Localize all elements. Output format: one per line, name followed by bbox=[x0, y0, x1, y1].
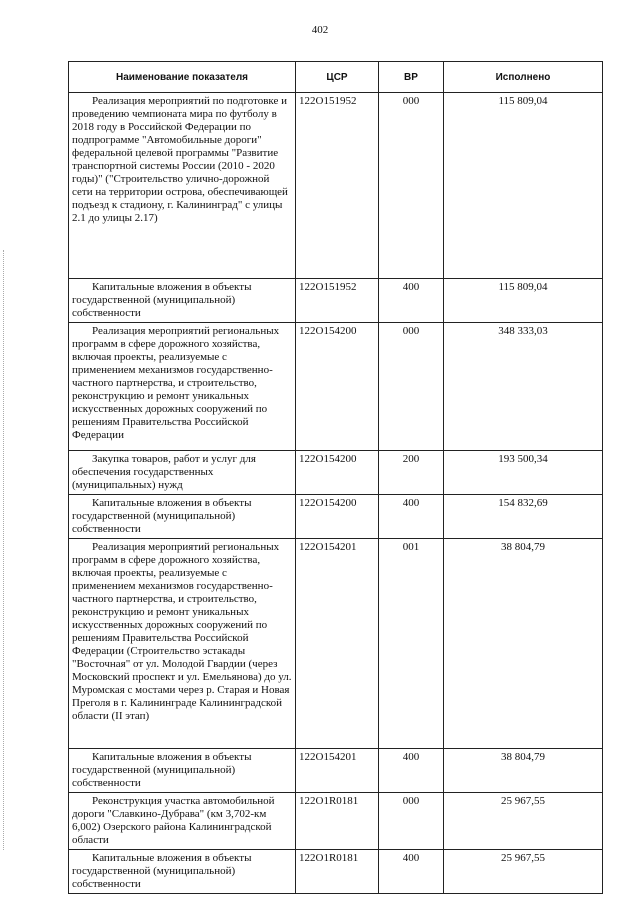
row-executed: 348 333,03 bbox=[444, 323, 603, 451]
scan-edge-marks bbox=[3, 250, 6, 850]
budget-table bbox=[68, 61, 603, 894]
row-vr: 000 bbox=[379, 323, 444, 451]
table-row bbox=[69, 793, 603, 850]
table-row bbox=[69, 539, 603, 749]
row-name: Реализация мероприятий региональных программ в сфере дорожного хозяйства, включая проекты, реализуемые с применением механизмов государственно-частного партнерства, и строительство, реконструкцию и ремонт уникальных искусственных дорожных сооружений по решениям Правительства Российской Федерации (Строительство эстакады "Восточная" от ул. Молодой Гвардии (через Московский проспект и ул. Емельянова) до ул. Муромская с мостами через р. Старая и Новая Преголя в г. Калининграде Калининградской области (II этап) bbox=[69, 539, 296, 749]
row-name: Капитальные вложения в объекты государственной (муниципальной) собственности bbox=[69, 279, 296, 323]
row-csr: 122O154200 bbox=[296, 323, 379, 451]
row-name: Капитальные вложения в объекты государственной (муниципальной) собственности bbox=[69, 749, 296, 793]
header-name: Наименование показателя bbox=[69, 62, 296, 93]
row-name: Реконструкция участка автомобильной дороги "Славкино-Дубрава" (км 3,702-км 6,002) Озерского района Калининградской области bbox=[69, 793, 296, 850]
row-csr: 122O151952 bbox=[296, 93, 379, 279]
table-header-row bbox=[69, 62, 603, 93]
row-executed: 38 804,79 bbox=[444, 749, 603, 793]
table-row bbox=[69, 749, 603, 793]
row-name: Капитальные вложения в объекты государственной (муниципальной) собственности bbox=[69, 495, 296, 539]
row-executed: 25 967,55 bbox=[444, 850, 603, 894]
row-executed: 115 809,04 bbox=[444, 279, 603, 323]
table-row bbox=[69, 850, 603, 894]
table-row bbox=[69, 93, 603, 279]
row-executed: 25 967,55 bbox=[444, 793, 603, 850]
row-name: Реализация мероприятий региональных программ в сфере дорожного хозяйства, включая проекты, реализуемые с применением механизмов государственно-частного партнерства, и строительство, реконструкцию и ремонт уникальных искусственных дорожных сооружений по решениям Правительства Российской Федерации bbox=[69, 323, 296, 451]
row-csr: 122O1R0181 bbox=[296, 793, 379, 850]
header-executed: Исполнено bbox=[444, 62, 603, 93]
row-csr: 122O154200 bbox=[296, 495, 379, 539]
page-number: 402 bbox=[311, 24, 329, 36]
row-vr: 200 bbox=[379, 451, 444, 495]
row-executed: 193 500,34 bbox=[444, 451, 603, 495]
row-vr: 400 bbox=[379, 850, 444, 894]
row-csr: 122O151952 bbox=[296, 279, 379, 323]
row-executed: 115 809,04 bbox=[444, 93, 603, 279]
table-row bbox=[69, 323, 603, 451]
row-csr: 122O154200 bbox=[296, 451, 379, 495]
header-vr: ВР bbox=[379, 62, 444, 93]
table-row bbox=[69, 279, 603, 323]
row-vr: 400 bbox=[379, 495, 444, 539]
row-name: Реализация мероприятий по подготовке и проведению чемпионата мира по футболу в 2018 году в Российской Федерации по подпрограмме "Автомобильные дороги" федеральной целевой программы "Развитие транспортной системы России (2010 - 2020 годы)" ("Строительство улично-дорожной сети на территории острова, обеспечивающей подъезд к стадиону, г. Калининград" с улицы 2.1 до улицы 2.17) bbox=[69, 93, 296, 279]
header-csr: ЦСР bbox=[296, 62, 379, 93]
row-vr: 000 bbox=[379, 93, 444, 279]
row-csr: 122O1R0181 bbox=[296, 850, 379, 894]
row-vr: 400 bbox=[379, 749, 444, 793]
table-row bbox=[69, 451, 603, 495]
row-csr: 122O154201 bbox=[296, 749, 379, 793]
row-vr: 001 bbox=[379, 539, 444, 749]
row-executed: 154 832,69 bbox=[444, 495, 603, 539]
row-name: Закупка товаров, работ и услуг для обеспечения государственных (муниципальных) нужд bbox=[69, 451, 296, 495]
table-row bbox=[69, 495, 603, 539]
row-csr: 122O154201 bbox=[296, 539, 379, 749]
row-name: Капитальные вложения в объекты государственной (муниципальной) собственности bbox=[69, 850, 296, 894]
row-vr: 400 bbox=[379, 279, 444, 323]
row-executed: 38 804,79 bbox=[444, 539, 603, 749]
row-vr: 000 bbox=[379, 793, 444, 850]
